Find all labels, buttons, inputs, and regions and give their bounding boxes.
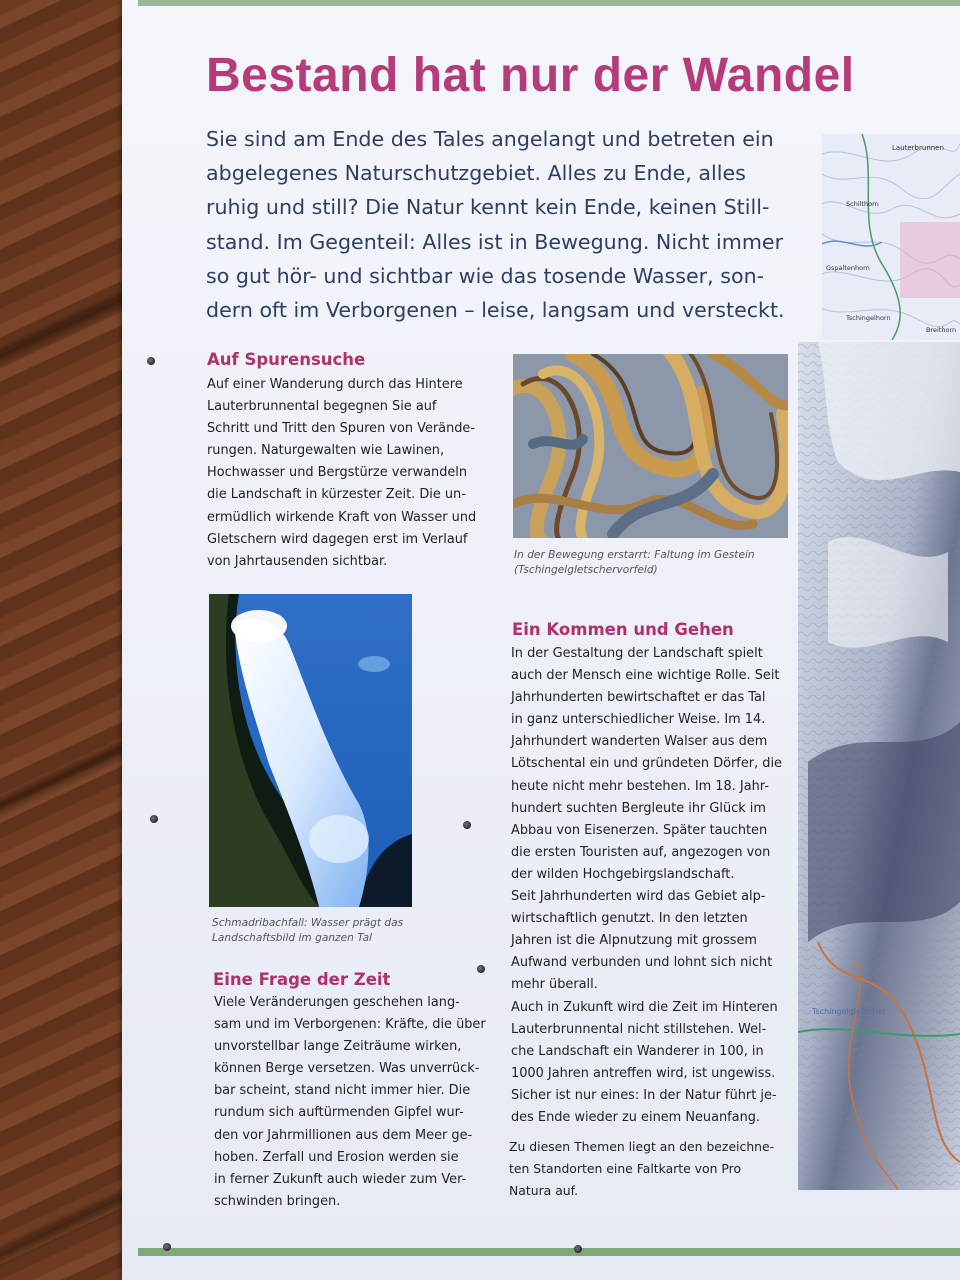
- text-line: Gletschern wird dagegen erst im Verlauf: [207, 531, 468, 547]
- caption-line: Schmadribachfall: Wasser prägt das: [212, 917, 404, 929]
- map-label-gspaltenhorn: Gspaltenhorn: [826, 264, 870, 272]
- mounting-screw: [163, 1243, 171, 1251]
- section-heading-kommen-gehen: Ein Kommen und Gehen: [512, 620, 734, 639]
- text-line: rungen. Naturgewalten wie Lawinen,: [207, 443, 445, 459]
- board-top-edge: [138, 0, 960, 6]
- overview-map: [822, 134, 960, 340]
- relief-map: [798, 342, 960, 1190]
- intro-line: ruhig und still? Die Natur kennt kein Ende, keinen Still-: [206, 195, 770, 220]
- section-text-frage-der-zeit: [214, 992, 486, 1213]
- map-label-tschingelgletscher: Tschingelgletscher: [812, 1007, 886, 1016]
- text-line: mehr überall.: [511, 977, 598, 993]
- mounting-screw: [574, 1245, 582, 1253]
- mounting-screw: [147, 357, 155, 365]
- intro-line: Sie sind am Ende des Tales angelangt und betreten ein: [206, 127, 774, 151]
- text-line: in ganz unterschiedlicher Weise. Im 14.: [511, 712, 766, 728]
- mounting-screw: [150, 815, 158, 823]
- text-line: Schritt und Tritt den Spuren von Verände-: [207, 421, 476, 437]
- text-line: Natura auf.: [509, 1183, 579, 1199]
- section-text-kommen-gehen: [511, 643, 782, 1129]
- text-line: ermüdlich wirkende Kraft von Wasser und: [207, 509, 477, 525]
- text-line: der wilden Hochgebirgslandschaft.: [511, 866, 735, 882]
- section-text-spurensuche: [207, 374, 476, 573]
- waterfall-photo: [209, 594, 412, 907]
- rock-photo-caption: [514, 548, 755, 577]
- text-line: auch der Mensch eine wichtige Rolle. Seit: [511, 668, 780, 684]
- map-label-breithorn: Breithorn: [926, 326, 957, 334]
- text-line: Zu diesen Themen liegt an den bezeichne-: [509, 1139, 775, 1154]
- text-line: in ferner Zukunft auch wieder zum Ver-: [214, 1171, 467, 1187]
- text-line: heute nicht mehr bestehen. Im 18. Jahr-: [511, 778, 769, 794]
- text-line: Auch in Zukunft wird die Zeit im Hinteren: [511, 999, 778, 1015]
- mounting-screw: [477, 965, 485, 973]
- text-line: unvorstellbar lange Zeiträume wirken,: [214, 1039, 462, 1055]
- text-line: wirtschaftlich genutzt. In den letzten: [511, 911, 748, 927]
- text-line: Lauterbrunnental begegnen Sie auf: [207, 399, 437, 415]
- text-line: bar scheint, stand nicht immer hier. Die: [214, 1083, 471, 1099]
- text-line: Abbau von Eisenerzen. Später tauchten: [511, 822, 768, 838]
- text-line: In der Gestaltung der Landschaft spielt: [511, 646, 763, 661]
- text-line: Sicher ist nur eines: In der Natur führt je-: [511, 1087, 777, 1103]
- map-label-tschingelhorn: Tschingelhorn: [846, 314, 891, 322]
- intro-line: so gut hör- und sichtbar wie das tosende Wasser, son-: [206, 263, 765, 288]
- caption-line: (Tschingelgletschervorfeld): [514, 563, 658, 576]
- text-line: sam und im Verborgenen: Kräfte, die über: [214, 1017, 486, 1033]
- text-line: che Landschaft ein Wanderer in 100, in: [511, 1043, 764, 1059]
- text-line: Hochwasser und Bergstürze verwandeln: [207, 465, 468, 481]
- map-label-lauterbrunnen: Lauterbrunnen: [892, 144, 944, 152]
- caption-line: In der Bewegung erstarrt: Faltung im Gestein: [514, 549, 755, 561]
- text-line: können Berge versetzen. Was unverrück-: [214, 1061, 480, 1077]
- text-line: die ersten Touristen auf, angezogen von: [511, 844, 771, 860]
- intro-line: abgelegenes Naturschutzgebiet. Alles zu Ende, alles: [206, 161, 746, 186]
- faltkarte-note: [509, 1136, 774, 1202]
- text-line: ten Standorten eine Faltkarte von Pro: [509, 1161, 742, 1177]
- text-line: hundert suchten Bergleute ihr Glück im: [511, 800, 766, 816]
- text-line: des Ende wieder zu einem Neuanfang.: [511, 1109, 761, 1125]
- waterfall-photo-caption: [212, 916, 403, 945]
- text-line: Aufwand verbunden und lohnt sich nicht: [511, 955, 773, 971]
- text-line: 1000 Jahren antreffen wird, ist ungewiss.: [511, 1065, 776, 1081]
- intro-line: stand. Im Gegenteil: Alles ist in Bewegung. Nicht immer: [206, 229, 784, 254]
- text-line: Lötschental ein und gründeten Dörfer, die: [511, 756, 782, 772]
- section-heading-spurensuche: Auf Spurensuche: [207, 350, 366, 369]
- mounting-screw: [463, 821, 471, 829]
- text-line: von Jahrtausenden sichtbar.: [207, 553, 388, 569]
- text-line: Viele Veränderungen geschehen lang-: [214, 995, 460, 1010]
- sign-title: Bestand hat nur der Wandel: [206, 49, 855, 102]
- text-line: schwinden bringen.: [214, 1193, 341, 1209]
- intro-paragraph: [206, 122, 806, 327]
- section-heading-frage-der-zeit: Eine Frage der Zeit: [213, 970, 391, 989]
- text-line: Auf einer Wanderung durch das Hintere: [207, 377, 463, 392]
- map-label-schilthorn: Schilthorn: [846, 200, 879, 208]
- text-line: Jahrhundert wanderten Walser aus dem: [511, 734, 768, 750]
- text-line: hoben. Zerfall und Erosion werden sie: [214, 1149, 459, 1165]
- text-line: Seit Jahrhunderten wird das Gebiet alp-: [511, 889, 766, 905]
- board-bottom-edge: [138, 1248, 960, 1256]
- text-line: Jahrhunderten bewirtschaftet er das Tal: [511, 690, 766, 706]
- text-line: Jahren ist die Alpnutzung mit grossem: [511, 933, 757, 949]
- text-line: rundum sich auftürmenden Gipfel wur-: [214, 1105, 464, 1121]
- text-line: die Landschaft in kürzester Zeit. Die un-: [207, 487, 466, 503]
- caption-line: Landschaftsbild im ganzen Tal: [212, 931, 373, 944]
- text-line: den vor Jahrmillionen aus dem Meer ge-: [214, 1127, 473, 1143]
- rock-folding-photo: [513, 354, 788, 538]
- intro-line: dern oft im Verborgenen – leise, langsam und versteckt.: [206, 298, 785, 323]
- text-line: Lauterbrunnental nicht stillstehen. Wel-: [511, 1021, 767, 1037]
